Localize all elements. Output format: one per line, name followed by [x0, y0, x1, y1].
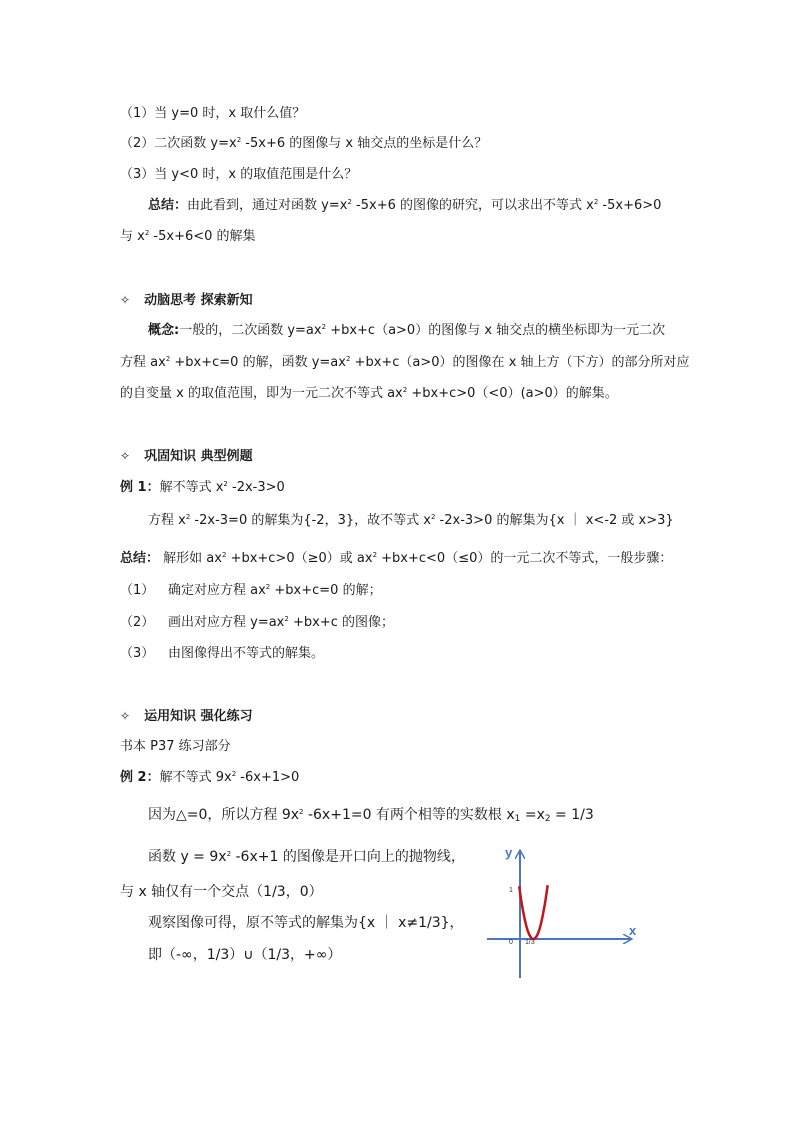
- question-1: （1）当 y=0 时，x 取什么值？: [120, 106, 306, 121]
- question-2: （2）二次函数 $y=x^2$ -5x+6 的图像与 x 轴交点的坐标是什么？: [120, 136, 488, 151]
- section-heading-2: ✧ 巩固知识 典型例题: [120, 449, 253, 464]
- diamond-bullet-icon: ✧: [120, 293, 131, 307]
- section-heading-1: ✧ 动脑思考 探索新知: [120, 293, 253, 308]
- diamond-bullet-icon: ✧: [120, 449, 131, 463]
- parabola-graph: [485, 845, 640, 980]
- example-2-line-1: 因为△=0，所以方程 $9x^2$ -6x+1=0 有两个相等的实数根 $x_1 =x_2 = 1/3$: [148, 807, 594, 824]
- parabola-curve: [519, 885, 547, 939]
- example-2-line-3: 与 x 轴仅有一个交点（1/3，0）: [120, 884, 323, 900]
- summary-1-line-2: 与 $x^2$ -5x+6<0 的解集: [120, 229, 256, 244]
- concept-line-2: 方程 $ax^2 +bx+c=0$ 的解，函数 $y=ax^2 +bx+c(a>0)$的图像在 x 轴上方（下方）的部分所对应: [120, 355, 690, 370]
- example-2-title: 例 2：解不等式 $9x^2$ -6x+1>0: [120, 770, 300, 785]
- example-label: 例 1：: [120, 480, 160, 495]
- concept-line-1: 概念:一般的，二次函数 $y=ax^2 +bx+c(a>0)$的图像与 x 轴交点的横坐标即为一元二次: [148, 323, 666, 338]
- summary-label: 总结：: [120, 551, 160, 566]
- book-reference: 书本 P37 练习部分: [120, 739, 231, 754]
- diamond-bullet-icon: ✧: [120, 709, 131, 723]
- summary-2: 总结： 解形如 $ax^2 +bx+c>0(\ge 0)$或 $ax^2 +bx+c<0(\le 0)$的一元二次不等式，一般步骤：: [120, 551, 673, 566]
- y-tick-label: 1: [509, 887, 513, 894]
- summary-label: 总结：: [148, 198, 188, 213]
- example-2-line-4: 观察图像可得，原不等式的解集为{x ｜ x≠1/3}，: [148, 915, 464, 931]
- y-axis-label: y: [505, 845, 513, 860]
- origin-label: 0: [509, 939, 513, 946]
- example-2-line-5: 即（-∞，1/3）∪（1/3，+∞）: [148, 947, 342, 963]
- section-heading-3: ✧ 运用知识 强化练习: [120, 709, 253, 724]
- summary-1-line-1: 总结：由此看到，通过对函数 $y=x^2$ -5x+6 的图像的研究，可以求出不等式 $x^2$ -5x+6>0: [148, 198, 662, 213]
- example-1-solution: 方程 $x^2$ -2x-3=0 的解集为{-2，3}，故不等式 $x^2$ -2x-3>0 的解集为{x ｜ x<-2 或 x>3}: [148, 513, 674, 528]
- vertex-label: 1/3: [525, 939, 535, 946]
- example-1-title: 例 1：解不等式 $x^2$ -2x-3>0: [120, 480, 285, 495]
- example-2-line-2: 函数 $y = 9x^2$ -6x+1 的图像是开口向上的抛物线，: [148, 849, 465, 865]
- concept-label: 概念:: [148, 323, 180, 338]
- concept-line-3: 的自变量 x 的取值范围，即为一元二次不等式 $ax^2 +bx+c>0(<0)(a>0)$的解集。: [120, 386, 618, 401]
- example-label: 例 2：: [120, 770, 160, 785]
- step-1: （1） 确定对应方程 $ax^2 +bx+c=0$ 的解；: [120, 583, 382, 598]
- step-2: （2） 画出对应方程 $y=ax^2 +bx+c$ 的图像；: [120, 615, 395, 630]
- question-3: （3）当 y<0 时，x 的取值范围是什么？: [120, 167, 358, 182]
- step-3: （3） 由图像得出不等式的解集。: [120, 646, 325, 661]
- x-axis-label: x: [629, 923, 637, 938]
